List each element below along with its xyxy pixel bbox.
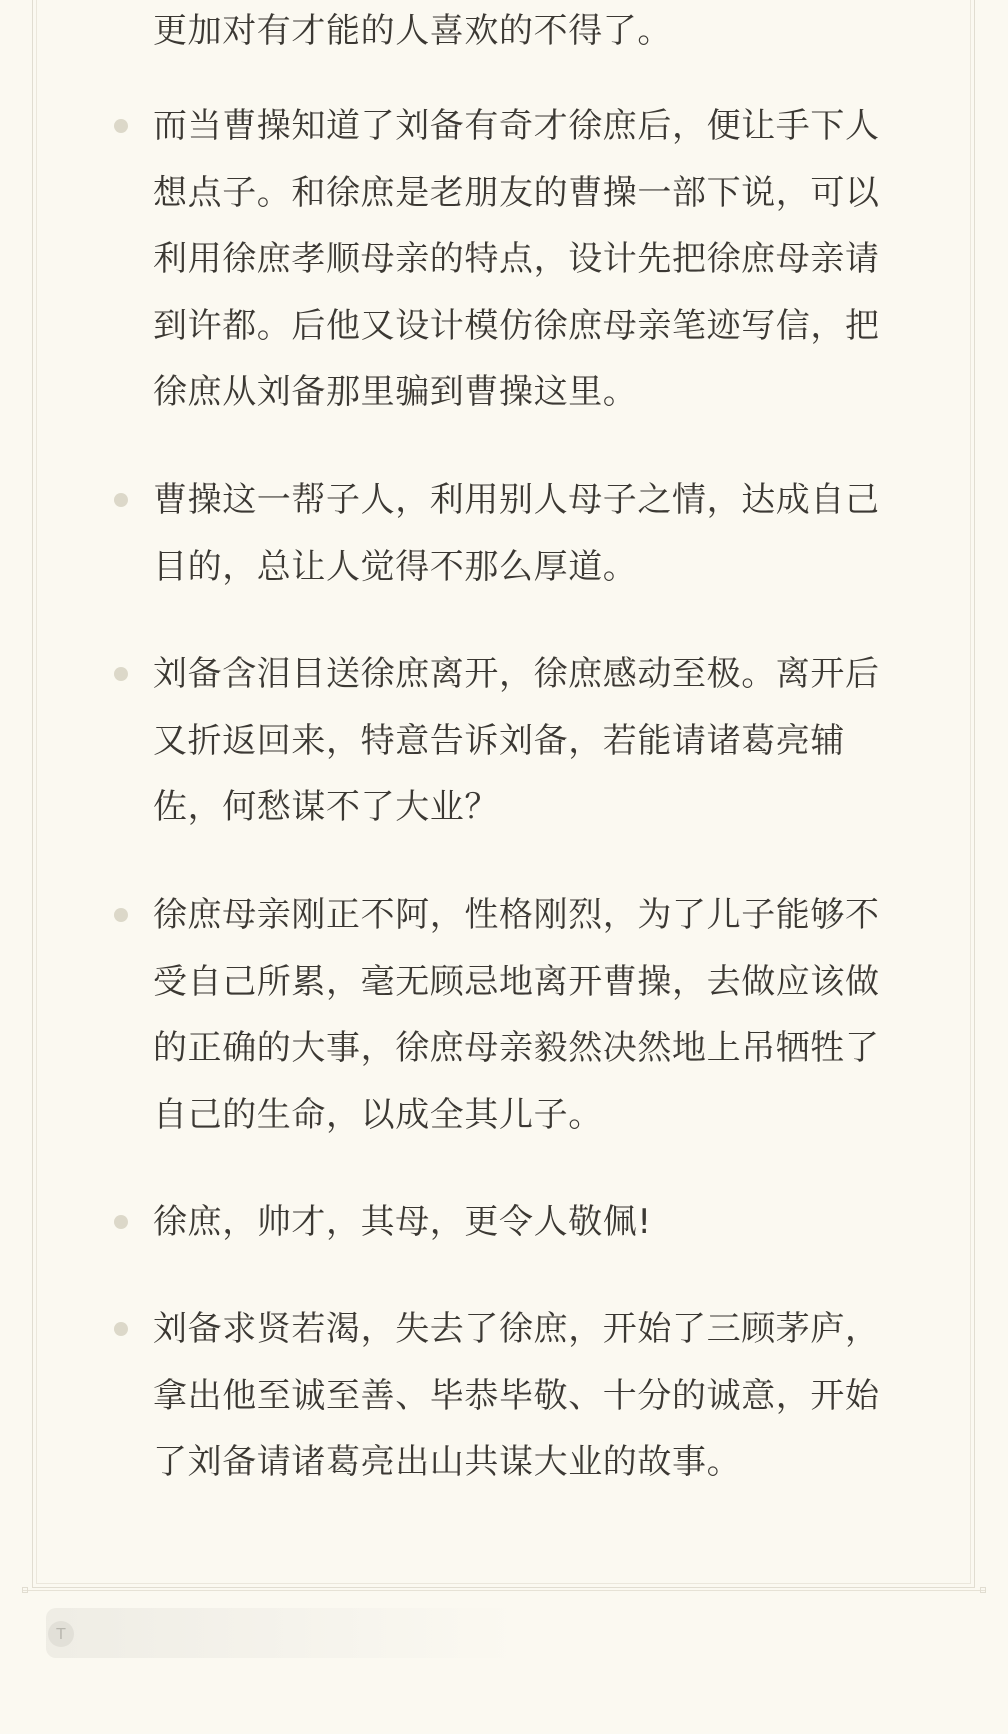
list-item-text: 曹操这一帮子人，利用别人母子之情，达成自己目的，总让人觉得不那么厚道。 (153, 480, 880, 587)
intro-paragraph: 更加对有才能的人喜欢的不得了。 (153, 11, 672, 51)
list-item (0, 467, 889, 600)
list-item (0, 93, 889, 426)
list-item-text: 徐庶，帅才，其母，更令人敬佩! (153, 1202, 652, 1242)
list-item (0, 641, 889, 841)
list-item (0, 882, 889, 1148)
watermark-logo-icon: T (48, 1621, 74, 1647)
list-item-text: 而当曹操知道了刘备有奇才徐庶后，便让手下人想点子。和徐庶是老朋友的曹操一部下说，可以利用徐庶孝顺母亲的特点，设计先把徐庶母亲请到许都。后他又设计模仿徐庶母亲笔迹写信，把徐庶从刘备那里骗到曹操这里。 (153, 106, 880, 412)
frame-corner-left (22, 1587, 28, 1593)
list-item-text: 徐庶母亲刚正不阿，性格刚烈，为了儿子能够不受自己所累，毫无顾忌地离开曹操，去做应该做的正确的大事，徐庶母亲毅然决然地上吊牺牲了自己的生命，以成全其儿子。 (153, 895, 880, 1135)
list-item-text: 刘备求贤若渴，失去了徐庶，开始了三顾茅庐，拿出他至诚至善、毕恭毕敬、十分的诚意，开始了刘备请诸葛亮出山共谋大业的故事。 (153, 1309, 880, 1482)
list-item (0, 1296, 889, 1496)
bullet-dot (114, 1322, 128, 1336)
frame-corner-right (980, 1587, 986, 1593)
list-item (0, 1189, 889, 1256)
bullet-dot (114, 667, 128, 681)
bullet-dot (114, 119, 128, 133)
bullet-dot (114, 908, 128, 922)
watermark (46, 1608, 516, 1658)
bullet-dot (114, 493, 128, 507)
divider (22, 1590, 986, 1591)
list-item-text: 刘备含泪目送徐庶离开，徐庶感动至极。离开后又折返回来，特意告诉刘备，若能请诸葛亮辅佐，何愁谋不了大业？ (153, 654, 880, 827)
bullet-dot (114, 1215, 128, 1229)
